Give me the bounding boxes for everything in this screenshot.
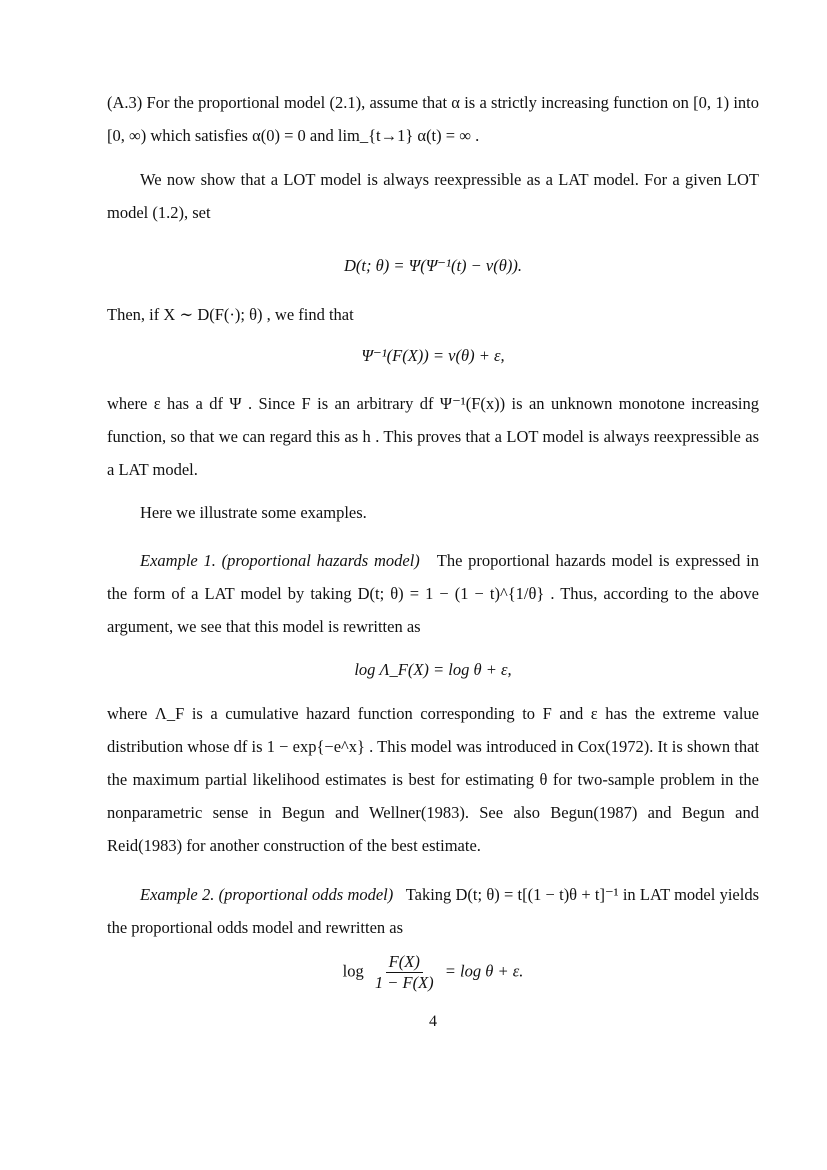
equation-log-prefix: log — [342, 961, 364, 981]
page-number: 4 — [429, 1013, 437, 1030]
equation-cumulative-hazard: log Λ_F(X) = log θ + ε, — [354, 660, 512, 679]
example-1-label: Example 1. (proportional hazards model) — [140, 551, 420, 570]
example-2-text: Taking D(t; θ) = t[(1 − t)θ + t]⁻¹ in LAT model yields the proportional odds model and rewritten as — [107, 885, 759, 937]
equation-psi-inverse: Ψ⁻¹(F(X)) = ν(θ) + ε, — [361, 346, 505, 365]
paragraph-assumption-a3: (A.3) For the proportional model (2.1), assume that α is a strictly increasing function on [0, 1) into [0, ∞) which satisfies α(0) = 0 and lim_{t→1} α(t) = ∞ . — [107, 93, 759, 145]
example-1-text: The proportional hazards model is expressed in the form of a LAT model by taking D(t; θ) = 1 − (1 − t)^{1/θ} . Thus, according to the above argument, we see that this model is rewritten as — [107, 551, 759, 636]
paragraph-then: Then, if X ∼ D(F(·); θ) , we find that — [107, 305, 354, 324]
paragraph-example-1 — [107, 544, 759, 643]
paragraph-lot-lat: We now show that a LOT model is always reexpressible as a LAT model. For a given LOT model (1.2), set — [107, 170, 759, 222]
fraction-denominator: 1 − F(X) — [374, 973, 434, 992]
equation-rhs: = log θ + ε. — [444, 961, 524, 981]
paragraph-where-lambda: where Λ_F is a cumulative hazard function corresponding to F and ε has the extreme value distribution whose df is 1 − exp{−e^x} . This model was introduced in Cox(1972). It is shown that the maximum partial likelihood estimates is best for estimating θ for two-sample problem in the nonparametric sense in Begun and Wellner(1983). See also Begun(1987) and Begun and Reid(1983) for another construction of the best estimate. — [107, 704, 759, 855]
fraction-numerator: F(X) — [386, 952, 423, 973]
equation-d-definition: D(t; θ) = Ψ(Ψ⁻¹(t) − ν(θ)). — [344, 256, 522, 275]
paragraph-where-epsilon: where ε has a df Ψ . Since F is an arbitrary df Ψ⁻¹(F(x)) is an unknown monotone increasing function, so that we can regard this as h . This proves that a LOT model is always reexpressible as a LAT model. — [107, 394, 759, 479]
paragraph-example-2 — [107, 878, 759, 944]
equation-proportional-odds — [107, 952, 759, 993]
example-2-label: Example 2. (proportional odds model) — [140, 885, 394, 904]
equation-fraction — [372, 952, 437, 993]
paragraph-examples-intro: Here we illustrate some examples. — [140, 503, 367, 522]
